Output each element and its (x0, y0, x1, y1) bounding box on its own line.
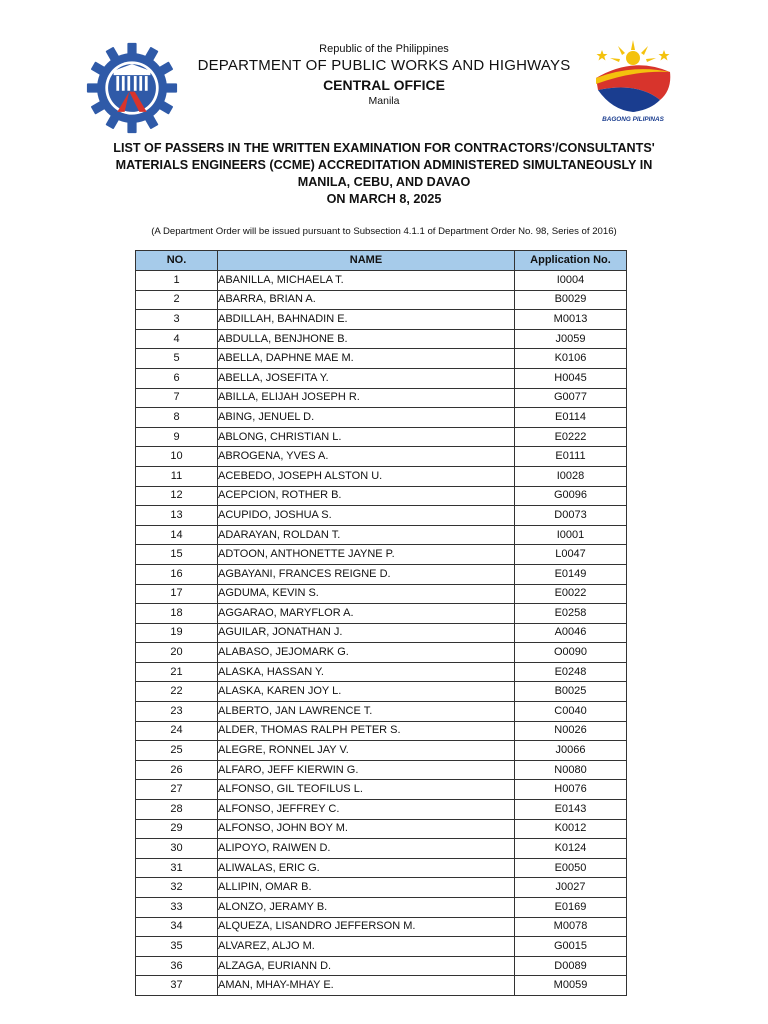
application-number: L0047 (515, 545, 627, 565)
application-number: E0111 (515, 447, 627, 467)
application-number: E0169 (515, 898, 627, 918)
application-number: E0222 (515, 427, 627, 447)
row-number: 35 (136, 937, 218, 957)
application-number: E0258 (515, 604, 627, 624)
application-number: B0025 (515, 682, 627, 702)
application-number: N0026 (515, 721, 627, 741)
table-row (136, 858, 627, 878)
table-row (136, 368, 627, 388)
table-row (136, 447, 627, 467)
republic-text: Republic of the Philippines (319, 43, 449, 55)
application-number: J0066 (515, 741, 627, 761)
table-row (136, 702, 627, 722)
passer-name: ACEPCION, ROTHER B. (218, 486, 515, 506)
passer-name: AGGARAO, MARYFLOR A. (218, 604, 515, 624)
title-line: MANILA, CEBU, AND DAVAO (297, 175, 471, 189)
city-text: Manila (368, 95, 400, 107)
application-number: E0022 (515, 584, 627, 604)
table-row (136, 564, 627, 584)
application-number: E0143 (515, 800, 627, 820)
application-number: A0046 (515, 623, 627, 643)
passer-name: ALFONSO, JOHN BOY M. (218, 819, 515, 839)
passer-name: ABDILLAH, BAHNADIN E. (218, 310, 515, 330)
row-number: 33 (136, 898, 218, 918)
application-number: I0001 (515, 525, 627, 545)
title-line: ON MARCH 8, 2025 (326, 192, 442, 206)
title-line: LIST OF PASSERS IN THE WRITTEN EXAMINATION FOR CONTRACTORS'/CONSULTANTS' (113, 141, 655, 155)
office-name: CENTRAL OFFICE (323, 77, 445, 93)
table-row (136, 310, 627, 330)
row-number: 26 (136, 760, 218, 780)
row-number: 23 (136, 702, 218, 722)
table-row (136, 721, 627, 741)
passer-name: ABDULLA, BENJHONE B. (218, 329, 515, 349)
column-header-no: NO. (136, 251, 218, 271)
application-number: D0089 (515, 956, 627, 976)
passer-name: ALIWALAS, ERIC G. (218, 858, 515, 878)
table-row (136, 937, 627, 957)
row-number: 6 (136, 368, 218, 388)
passer-name: ABILLA, ELIJAH JOSEPH R. (218, 388, 515, 408)
column-header-application-no: Application No. (515, 251, 627, 271)
application-number: I0028 (515, 466, 627, 486)
row-number: 17 (136, 584, 218, 604)
application-number: N0080 (515, 760, 627, 780)
row-number: 16 (136, 564, 218, 584)
passer-name: ALIPOYO, RAIWEN D. (218, 839, 515, 859)
table-row (136, 741, 627, 761)
row-number: 5 (136, 349, 218, 369)
row-number: 19 (136, 623, 218, 643)
row-number: 27 (136, 780, 218, 800)
passer-name: ALDER, THOMAS RALPH PETER S. (218, 721, 515, 741)
passer-name: ADTOON, ANTHONETTE JAYNE P. (218, 545, 515, 565)
table-row (136, 545, 627, 565)
passer-name: ALBERTO, JAN LAWRENCE T. (218, 702, 515, 722)
passers-table (135, 250, 627, 996)
row-number: 1 (136, 271, 218, 291)
passer-name: AMAN, MHAY-MHAY E. (218, 976, 515, 996)
application-number: E0114 (515, 408, 627, 428)
table-row (136, 662, 627, 682)
passer-name: ACUPIDO, JOSHUA S. (218, 506, 515, 526)
application-number: E0050 (515, 858, 627, 878)
column-header-name: NAME (218, 251, 515, 271)
passer-name: AGBAYANI, FRANCES REIGNE D. (218, 564, 515, 584)
application-number: K0012 (515, 819, 627, 839)
row-number: 32 (136, 878, 218, 898)
row-number: 3 (136, 310, 218, 330)
application-number: H0045 (515, 368, 627, 388)
table-header-row (136, 251, 627, 271)
row-number: 29 (136, 819, 218, 839)
passer-name: ALASKA, KAREN JOY L. (218, 682, 515, 702)
department-name: DEPARTMENT OF PUBLIC WORKS AND HIGHWAYS (197, 57, 571, 74)
table-row (136, 349, 627, 369)
application-number: C0040 (515, 702, 627, 722)
table-row (136, 329, 627, 349)
table-row (136, 623, 627, 643)
table-row (136, 976, 627, 996)
passer-name: ACEBEDO, JOSEPH ALSTON U. (218, 466, 515, 486)
row-number: 30 (136, 839, 218, 859)
row-number: 21 (136, 662, 218, 682)
row-number: 20 (136, 643, 218, 663)
passer-name: ADARAYAN, ROLDAN T. (218, 525, 515, 545)
table-row (136, 917, 627, 937)
application-number: E0248 (515, 662, 627, 682)
application-number: G0096 (515, 486, 627, 506)
document-title (60, 140, 708, 208)
sun-icon (610, 40, 656, 65)
table-row (136, 800, 627, 820)
passer-name: ABROGENA, YVES A. (218, 447, 515, 467)
application-number: D0073 (515, 506, 627, 526)
application-number: M0078 (515, 917, 627, 937)
application-number: J0027 (515, 878, 627, 898)
passer-name: ABARRA, BRIAN A. (218, 290, 515, 310)
application-number: I0004 (515, 271, 627, 291)
row-number: 10 (136, 447, 218, 467)
row-number: 7 (136, 388, 218, 408)
row-number: 37 (136, 976, 218, 996)
passer-name: ABING, JENUEL D. (218, 408, 515, 428)
passer-name: AGDUMA, KEVIN S. (218, 584, 515, 604)
table-row (136, 643, 627, 663)
row-number: 31 (136, 858, 218, 878)
row-number: 34 (136, 917, 218, 937)
passer-name: ABELLA, JOSEFITA Y. (218, 368, 515, 388)
row-number: 25 (136, 741, 218, 761)
row-number: 2 (136, 290, 218, 310)
row-number: 15 (136, 545, 218, 565)
table-row (136, 819, 627, 839)
passer-name: ALFONSO, JEFFREY C. (218, 800, 515, 820)
row-number: 36 (136, 956, 218, 976)
table-row (136, 427, 627, 447)
table-row (136, 271, 627, 291)
row-number: 4 (136, 329, 218, 349)
application-number: O0090 (515, 643, 627, 663)
table-row (136, 466, 627, 486)
table-row (136, 682, 627, 702)
table-row (136, 408, 627, 428)
table-row (136, 290, 627, 310)
table-row (136, 878, 627, 898)
application-number: B0029 (515, 290, 627, 310)
row-number: 22 (136, 682, 218, 702)
table-body (136, 271, 627, 996)
passer-name: ALASKA, HASSAN Y. (218, 662, 515, 682)
row-number: 18 (136, 604, 218, 624)
table-row (136, 486, 627, 506)
passer-name: ALABASO, JEJOMARK G. (218, 643, 515, 663)
row-number: 13 (136, 506, 218, 526)
table-row (136, 956, 627, 976)
passer-name: ALQUEZA, LISANDRO JEFFERSON M. (218, 917, 515, 937)
passer-name: ABANILLA, MICHAELA T. (218, 271, 515, 291)
passer-name: ABLONG, CHRISTIAN L. (218, 427, 515, 447)
bagong-pilipinas-text: BAGONG PILIPINAS (602, 116, 664, 123)
title-line: MATERIALS ENGINEERS (CCME) ACCREDITATION ADMINISTERED SIMULTANEOUSLY IN (115, 158, 653, 172)
passer-name: ALFARO, JEFF KIERWIN G. (218, 760, 515, 780)
table-row (136, 388, 627, 408)
table-row (136, 780, 627, 800)
table-row (136, 760, 627, 780)
passer-name: ALFONSO, GIL TEOFILUS L. (218, 780, 515, 800)
passer-name: ALVAREZ, ALJO M. (218, 937, 515, 957)
application-number: G0015 (515, 937, 627, 957)
row-number: 24 (136, 721, 218, 741)
application-number: J0059 (515, 329, 627, 349)
application-number: E0149 (515, 564, 627, 584)
table-row (136, 584, 627, 604)
application-number: K0124 (515, 839, 627, 859)
application-number: M0059 (515, 976, 627, 996)
passer-name: AGUILAR, JONATHAN J. (218, 623, 515, 643)
passer-name: ALEGRE, RONNEL JAY V. (218, 741, 515, 761)
passer-name: ALLIPIN, OMAR B. (218, 878, 515, 898)
table-row (136, 898, 627, 918)
passer-name: ABELLA, DAPHNE MAE M. (218, 349, 515, 369)
row-number: 28 (136, 800, 218, 820)
application-number: K0106 (515, 349, 627, 369)
department-order-note: (A Department Order will be issued pursuant to Subsection 4.1.1 of Department Order No. 98, Series of 2016) (151, 226, 617, 237)
row-number: 8 (136, 408, 218, 428)
application-number: G0077 (515, 388, 627, 408)
row-number: 9 (136, 427, 218, 447)
table-row (136, 604, 627, 624)
row-number: 14 (136, 525, 218, 545)
row-number: 12 (136, 486, 218, 506)
table-row (136, 839, 627, 859)
row-number: 11 (136, 466, 218, 486)
table-row (136, 506, 627, 526)
application-number: M0013 (515, 310, 627, 330)
application-number: H0076 (515, 780, 627, 800)
passer-name: ALONZO, JERAMY B. (218, 898, 515, 918)
passer-name: ALZAGA, EURIANN D. (218, 956, 515, 976)
bagong-pilipinas-logo (588, 38, 678, 124)
table-row (136, 525, 627, 545)
